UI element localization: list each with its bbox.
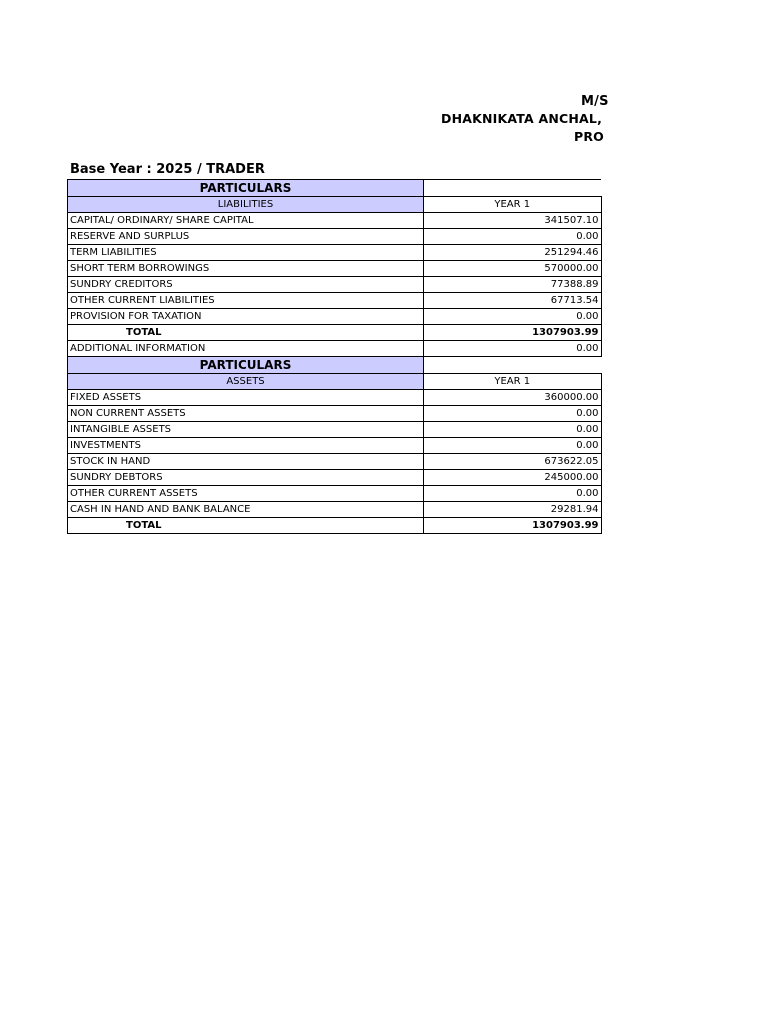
row-label: SHORT TERM BORROWINGS <box>68 261 424 277</box>
row-label: CASH IN HAND AND BANK BALANCE <box>68 502 424 518</box>
row-value: 341507.10 <box>424 213 602 229</box>
row-value: 0.00 <box>424 438 602 454</box>
row-label: FIXED ASSETS <box>68 390 424 406</box>
table-row <box>68 309 602 325</box>
row-value: 570000.00 <box>424 261 602 277</box>
total-label: TOTAL <box>68 325 424 341</box>
liabilities-subheader-row <box>68 197 602 213</box>
row-label: ADDITIONAL INFORMATION <box>68 341 424 357</box>
row-label: SUNDRY CREDITORS <box>68 277 424 293</box>
company-name-heading: M/S <box>581 94 609 109</box>
liabilities-header: LIABILITIES <box>68 197 424 213</box>
liabilities-total-row <box>68 325 602 341</box>
particulars-header-blank <box>424 357 602 374</box>
table-row <box>68 229 602 245</box>
row-label: CAPITAL/ ORDINARY/ SHARE CAPITAL <box>68 213 424 229</box>
total-value: 1307903.99 <box>424 518 602 534</box>
assets-total-row <box>68 518 602 534</box>
row-label: INVESTMENTS <box>68 438 424 454</box>
table-row <box>68 390 602 406</box>
assets-header: ASSETS <box>68 374 424 390</box>
row-value: 0.00 <box>424 486 602 502</box>
total-label: TOTAL <box>68 518 424 534</box>
particulars-header: PARTICULARS <box>68 180 424 197</box>
row-value: 29281.94 <box>424 502 602 518</box>
row-label: NON CURRENT ASSETS <box>68 406 424 422</box>
row-value: 245000.00 <box>424 470 602 486</box>
row-value: 0.00 <box>424 229 602 245</box>
row-value: 0.00 <box>424 309 602 325</box>
table-row <box>68 438 602 454</box>
table-row <box>68 277 602 293</box>
balance-sheet-table <box>67 179 602 534</box>
particulars-header-blank <box>424 180 602 197</box>
row-label: RESERVE AND SURPLUS <box>68 229 424 245</box>
row-value: 251294.46 <box>424 245 602 261</box>
table-row <box>68 293 602 309</box>
table-row <box>68 245 602 261</box>
company-address-heading: DHAKNIKATA ANCHAL, <box>441 111 603 126</box>
report-title-heading: PRO <box>574 129 605 144</box>
particulars-header: PARTICULARS <box>68 357 424 374</box>
row-label: TERM LIABILITIES <box>68 245 424 261</box>
table-row <box>68 406 602 422</box>
table-row <box>68 470 602 486</box>
row-value: 673622.05 <box>424 454 602 470</box>
row-value: 67713.54 <box>424 293 602 309</box>
row-label: OTHER CURRENT ASSETS <box>68 486 424 502</box>
total-value: 1307903.99 <box>424 325 602 341</box>
table-row <box>68 261 602 277</box>
year-header: YEAR 1 <box>424 197 602 213</box>
table-row <box>68 486 602 502</box>
row-value: 77388.89 <box>424 277 602 293</box>
assets-particulars-row <box>68 357 602 374</box>
base-year-label: Base Year : 2025 / TRADER <box>70 162 265 177</box>
row-value: 360000.00 <box>424 390 602 406</box>
table-row <box>68 502 602 518</box>
row-label: SUNDRY DEBTORS <box>68 470 424 486</box>
row-label: INTANGIBLE ASSETS <box>68 422 424 438</box>
table-row <box>68 422 602 438</box>
additional-information-row <box>68 341 602 357</box>
row-value: 0.00 <box>424 341 602 357</box>
table-row <box>68 454 602 470</box>
row-value: 0.00 <box>424 422 602 438</box>
row-label: OTHER CURRENT LIABILITIES <box>68 293 424 309</box>
row-label: PROVISION FOR TAXATION <box>68 309 424 325</box>
year-header: YEAR 1 <box>424 374 602 390</box>
liabilities-particulars-row <box>68 180 602 197</box>
row-label: STOCK IN HAND <box>68 454 424 470</box>
assets-subheader-row <box>68 374 602 390</box>
table-row <box>68 213 602 229</box>
row-value: 0.00 <box>424 406 602 422</box>
